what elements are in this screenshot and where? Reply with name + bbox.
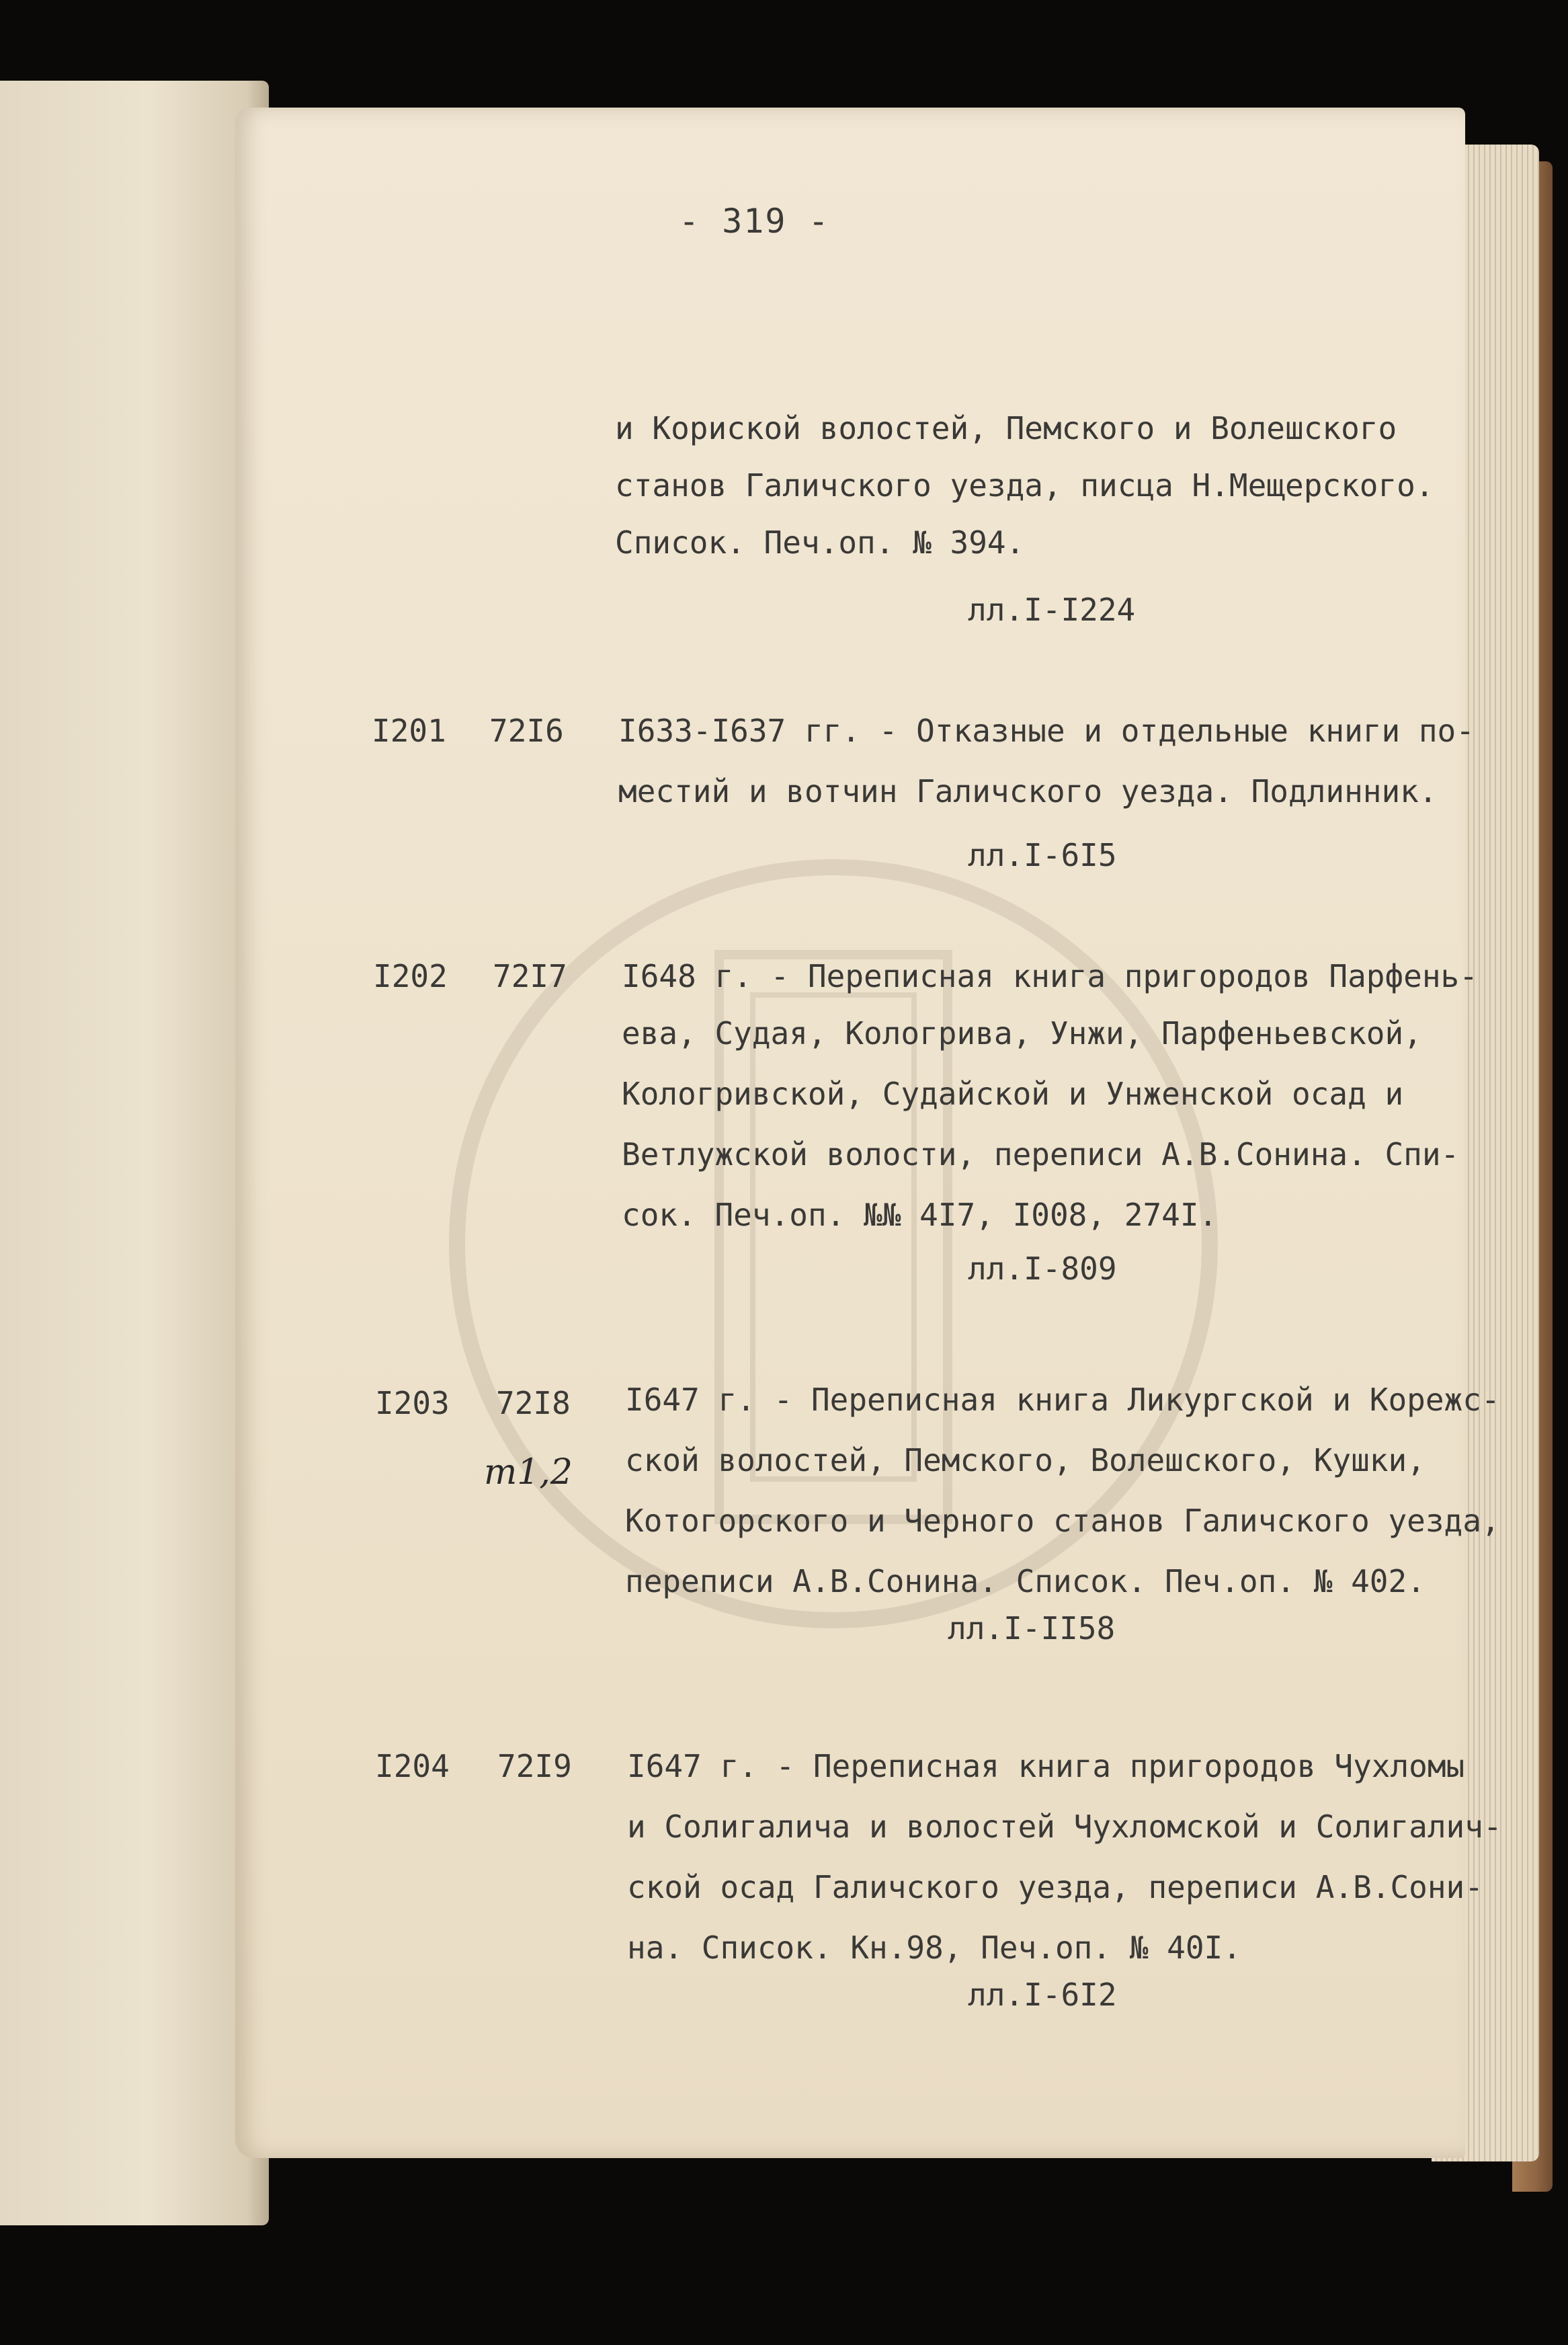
page-number: - 319 -	[679, 202, 830, 241]
continuation-line: станов Галичского уезда, писца Н.Мещерского.	[615, 467, 1434, 504]
left-page	[0, 81, 269, 2225]
entry-line: на. Список. Кн.98, Печ.оп. № 40I.	[627, 1930, 1241, 1966]
entry-line: и Солигалича и волостей Чухломской и Солигалич-	[627, 1809, 1502, 1845]
entry-folios: лл.I-6I5	[968, 837, 1117, 873]
entry-code: 72I9	[497, 1748, 572, 1784]
entry-folios: лл.I-6I2	[968, 1977, 1117, 2013]
entry-number: I201	[372, 713, 446, 749]
continuation-line: Список. Печ.оп. № 394.	[615, 524, 1025, 561]
entry-code: 72I6	[489, 713, 564, 749]
entry-line: I633-I637 гг. - Отказные и отдельные книги по-	[618, 713, 1475, 749]
entry-folios: лл.I-II58	[948, 1610, 1116, 1646]
entry-number: I203	[375, 1385, 450, 1421]
entry-number: I204	[375, 1748, 450, 1784]
entry-line: местий и вотчин Галичского уезда. Подлинник.	[618, 773, 1438, 809]
entry-code: 72I8	[496, 1385, 571, 1421]
entry-line: Ветлужской волости, переписи А.В.Сонина. Спи-	[622, 1136, 1460, 1172]
entry-line: сок. Печ.оп. №№ 4I7, I008, 274I.	[622, 1197, 1218, 1233]
entry-code: 72I7	[493, 958, 567, 994]
entry-line: I648 г. - Переписная книга пригородов Парфень-	[622, 958, 1478, 994]
entry-line: переписи А.В.Сонина. Список. Печ.оп. № 402.	[625, 1563, 1426, 1599]
entry-folios: лл.I-809	[968, 1250, 1117, 1287]
continuation-folios: лл.I-I224	[968, 592, 1136, 628]
entry-line: ской волостей, Пемского, Волешского, Кушки,	[625, 1442, 1426, 1478]
entry-line: I647 г. - Переписная книга пригородов Чухломы	[627, 1748, 1465, 1784]
entry-number: I202	[373, 958, 448, 994]
entry-line: Котогорского и Черного станов Галичского уезда,	[625, 1503, 1500, 1539]
entry-line: I647 г. - Переписная книга Ликургской и Корежс-	[625, 1382, 1500, 1418]
handwritten-note: т1,2	[484, 1452, 573, 1493]
entry-line: ева, Судая, Кологрива, Унжи, Парфеньевской,	[622, 1015, 1422, 1051]
continuation-line: и Кориской волостей, Пемского и Волешского	[615, 410, 1397, 446]
entry-line: ской осад Галичского уезда, переписи А.В.Сони-	[627, 1869, 1483, 1905]
entry-line: Кологривской, Судайской и Унженской осад и	[622, 1076, 1404, 1112]
